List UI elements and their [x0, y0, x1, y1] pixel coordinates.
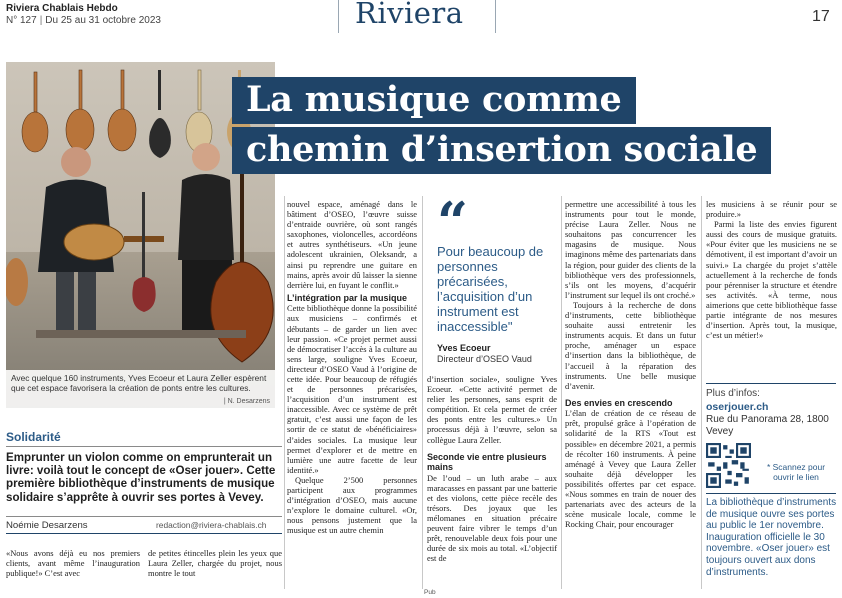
quote-author: Yves Ecoeur	[437, 343, 491, 353]
column-rule	[701, 196, 702, 589]
kicker: Solidarité	[6, 430, 61, 444]
photo-caption: Avec quelque 160 instruments, Yves Ecoeur et Laura Zeller espèrent que cet espace favorisera la création de ponts entre les cultures. | N. Desarzens	[6, 370, 275, 408]
paragraph: L’élan de création de ce réseau de prêt, propulsé grâce à l’opération de solidarité de la RTS «Tout est possible» en décembre 2021, a permis de récolter 160 instruments. À peine aménagé à Vevey que Laura Zeller souhaite déjà développer les possibilités offertes par cet espace. «Nous sommes en train de nouer des partenariats avec des acteurs de la scène musicale locale, comme le Rocking Chair, pour encourager	[565, 408, 696, 530]
article-column-1a: «Nous avons déjà eu nos premiers clients, avant même l’inauguration publique!» C’est avec	[6, 548, 140, 579]
subheading: L’intégration par la musique	[287, 292, 408, 303]
header-rule-left	[338, 0, 339, 33]
section-title: Riviera	[355, 0, 464, 30]
info-text: La bibliothèque d’instruments de musique ouvre ses portes au public le 1er novembre. Inauguration officielle le 30 novembre. «Oser jouer» est toujours ouvert aux dons d’instruments.	[706, 497, 837, 578]
byline-rule-top	[6, 516, 282, 517]
info-rule	[706, 383, 836, 384]
byline-rule-bottom	[6, 533, 282, 534]
info-heading: Plus d’infos:	[706, 388, 760, 399]
subheading: Seconde vie entre plusieurs mains	[427, 451, 547, 473]
pub-label: Pub	[424, 589, 436, 596]
qr-code-icon[interactable]	[706, 443, 751, 488]
publication-name: Riviera Chablais Hebdo	[6, 3, 118, 14]
info-website-link[interactable]: oserjouer.ch	[706, 401, 769, 413]
column-rule	[284, 196, 285, 589]
issue-number: N° 127	[6, 15, 37, 26]
paragraph: Cette bibliothèque donne la possibilité aux musiciens – confirmés et débutants – de garder un lien avec leur passion. «Ce projet permet aussi de démocratiser l’accès à la culture au sens large, souligne Yves Ecoeur, directeur d’OSEO Vaud à l’origine de cette idée. Pour beaucoup de réfugiés et de personnes précarisées, l’acquisition d’un instrument est inaccessible. Avec ce système de prêt gratuit, c’est aussi une façon de les sortir de ce statut de «bénéficiaires» d’aides sociales. La musique leur permet d’explorer et de mettre en lumière une autre facette de leur identité.»	[287, 303, 417, 475]
column-rule	[561, 196, 562, 589]
article-column-3	[427, 374, 557, 564]
photo-credit: | N. Desarzens	[223, 398, 270, 405]
paragraph: De l’oud – un luth arabe – aux maracasses en passant par une batterie et des violons, cette pièce recèle des trésors. Des joyaux que les mélomanes en situation précaire peuvent faire vibrer le temps d’un prêt, renouvelable deux fois pour une durée de six mois au total. «L’objectif est de	[427, 472, 557, 564]
paragraph: Toujours à la recherche de dons d’instruments, cette bibliothèque souhaite aussi entretenir les instruments acquis. Et dans un futur proche, aménager un espace d’insertion dans la bibliothèque, de l’accueil à la réparation des instruments. Une belle musique d’avenir.	[565, 299, 696, 391]
header-rule-right	[495, 0, 496, 33]
paragraph: nouvel espace, aménagé dans le bâtiment d’OSEO, l’œuvre suisse d’entraide ouvrière, où sont rangés saxophones, violoncelles, accordéons et autres synthétiseurs. «Un jeune adolescent ukrainien, Oleksandr, a ainsi pu reprendre une guitare en mains, après avoir dû laisser la sienne derrière lui, en fuyant le conflit.»	[287, 199, 417, 290]
article-column-5	[706, 199, 837, 340]
paragraph: Quelque 2’500 personnes participent aux programmes d’intégration d’OSEO, mais aucune n’explore le domaine culturel. «Or, nous pensons justement que la musique est un autre chemin	[287, 474, 417, 536]
quote-role: Directeur d’OSEO Vaud	[437, 354, 532, 364]
article-column-4	[565, 199, 696, 529]
kicker-divider	[6, 446, 282, 447]
qr-scan-hint: * Scannez pour ouvrir le lien	[766, 462, 826, 482]
byline-author: Noémie Desarzens	[6, 520, 88, 531]
pull-quote: Pour beaucoup de personnes précarisées, l’acquisition d’un instrument est inaccessible"	[437, 244, 544, 334]
paragraph: les musiciens à se réunir pour se produire.»	[706, 199, 837, 220]
page-number: 17	[812, 8, 830, 25]
byline-email[interactable]: redaction@riviera-chablais.ch	[156, 520, 267, 530]
headline-line-1: La musique comme	[232, 77, 636, 124]
info-rule-2	[706, 493, 836, 494]
issue-dates: Du 25 au 31 octobre 2023	[45, 15, 161, 26]
lede: Emprunter un violon comme on emprunterait un livre: voilà tout le concept de «Oser jouer». Cette première bibliothèque d’instruments de musique solidaire s’apprête à ouvrir ses portes à Vevey.	[6, 451, 276, 504]
paragraph: d’insertion sociale», souligne Yves Ecoeur. «Cette activité permet de relier les personnes, sans esprit de compétition. Et cela permet de créer des ponts entre les cultures.» Un processus déjà à l’œuvre, selon sa collègue Laura Zeller.	[427, 374, 557, 445]
headline-line-2: chemin d’insertion sociale	[232, 127, 771, 174]
paragraph: permettre une accessibilité à tous les instruments pour tout le monde, précise Laura Zeller. Nous ne souhaitons pas concurrencer les magasins de musique. Nous imaginons même des partenariats dans la région, pour guider des clients de la bibliothèque vers des professionnels, s’ils ont les moyens, d’acquérir l’instrument sur lequel ils ont croché.»	[565, 199, 696, 300]
quote-mark-icon: “	[437, 190, 469, 254]
paragraph: Parmi la liste des envies figurent aussi des cours de musique gratuits. «Pour éviter que les musiciens ne se démotivent, il est important d’avoir un suivi.» La chargée du projet s’attèle actuellement à la recherche de fonds pour pérenniser la structure et étendre ses activités. «À terme, nous aimerions que cette bibliothèque fasse partie intégrante de nos mesures d’insertion. Après tout, la musique, c’est un métier!»	[706, 219, 837, 341]
article-column-2	[287, 199, 417, 536]
subheading: Des envies en crescendo	[565, 397, 673, 408]
column-rule	[422, 196, 423, 589]
qr-code-graphic	[706, 443, 751, 488]
info-address: Rue du Panorama 28, 1800 Vevey	[706, 414, 829, 437]
issue-line: N° 127 | Du 25 au 31 octobre 2023	[6, 15, 161, 26]
article-column-1b: de petites étincelles plein les yeux que Laura Zeller, chargée du projet, nous montre le tout	[148, 548, 282, 579]
